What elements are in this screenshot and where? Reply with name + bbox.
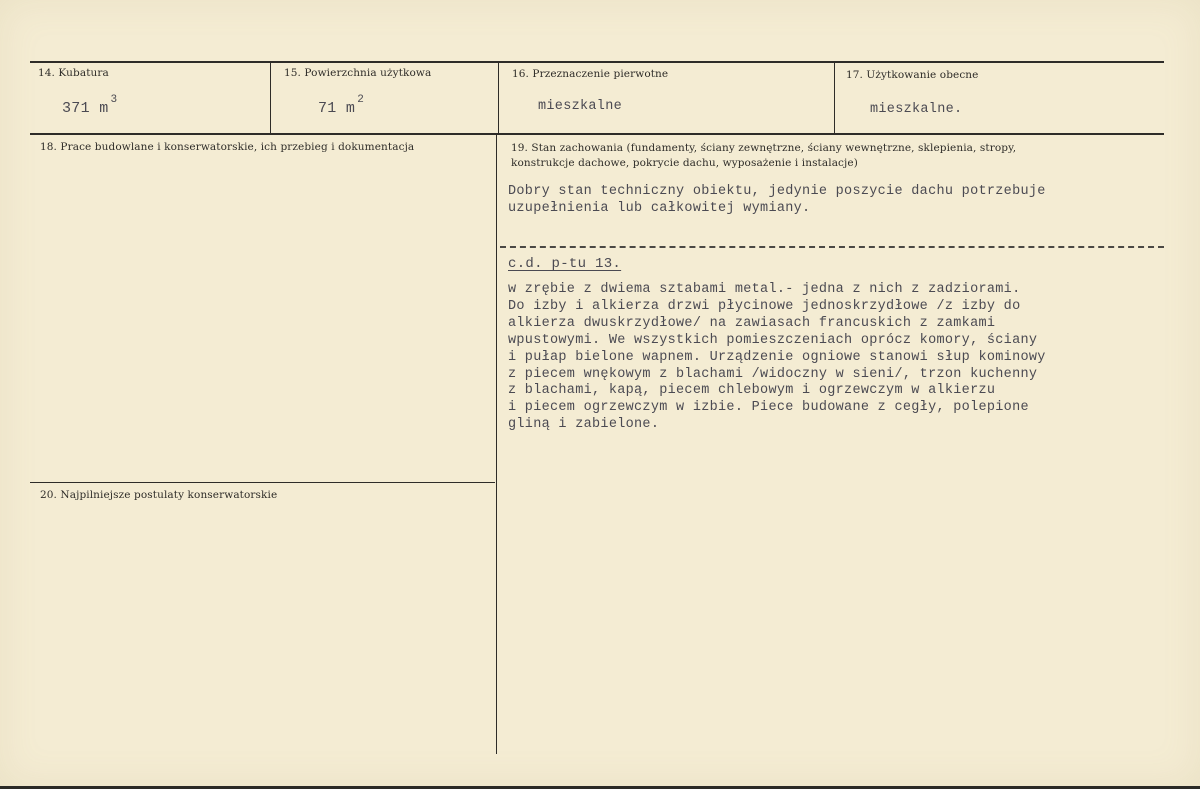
continuation-heading: c.d. p-tu 13. — [508, 256, 622, 272]
top-rule — [30, 61, 1164, 63]
continuation-line: w zrębie z dwiema sztabami metal.- jedna z nich z zadziorami. — [508, 282, 1021, 297]
powierzchnia-number: 71 m — [318, 100, 356, 117]
przeznaczenie-label: 16. Przeznaczenie pierwotne — [512, 68, 669, 80]
continuation-line: gliną i zabielone. — [508, 417, 660, 433]
main-vertical-divider — [496, 134, 497, 754]
col-divider-2 — [498, 62, 499, 134]
col-divider-1 — [270, 62, 271, 134]
stan-label-line-2: konstrukcje dachowe, pokrycie dachu, wyposażenie i instalacje) — [511, 157, 858, 169]
kubatura-exponent: 3 — [110, 94, 118, 106]
powierzchnia-value — [318, 94, 365, 117]
dashed-separator — [500, 246, 1164, 248]
powierzchnia-exponent: 2 — [357, 94, 365, 106]
kubatura-label: 14. Kubatura — [38, 67, 109, 79]
continuation-line: z blachami, kapą, piecem chlebowym i ogrzewczym w alkierzu — [508, 383, 996, 399]
stan-value-line-1: Dobry stan techniczny obiektu, jedynie poszycie dachu potrzebuje — [508, 184, 1046, 199]
uzytkowanie-value: mieszkalne. — [870, 102, 963, 117]
col-divider-3 — [834, 62, 835, 134]
continuation-line: alkierza dwuskrzydłowe/ na zawiasach francuskich z zamkami — [508, 315, 996, 331]
powierzchnia-label: 15. Powierzchnia użytkowa — [284, 67, 432, 79]
stan-label-line-1: 19. Stan zachowania (fundamenty, ściany zewnętrzne, ściany wewnętrzne, sklepienia, stropy, — [511, 142, 1017, 154]
uzytkowanie-label: 17. Użytkowanie obecne — [846, 69, 979, 81]
row-divider — [30, 133, 1164, 135]
continuation-line: i piecem ogrzewczym w izbie. Piece budowane z cegły, polepione — [508, 400, 1029, 416]
continuation-text — [508, 282, 1046, 434]
continuation-line: Do izby i alkierza drzwi płycinowe jednoskrzydłowe /z izby do — [508, 298, 1021, 314]
section-20-rule — [30, 482, 495, 483]
postulaty-label: 20. Najpilniejsze postulaty konserwatorskie — [40, 489, 278, 501]
kubatura-value — [62, 94, 118, 117]
continuation-line: z piecem wnękowym z blachami /widoczny w sieni/, trzon kuchenny — [508, 366, 1038, 382]
kubatura-number: 371 m — [62, 100, 109, 117]
prace-label: 18. Prace budowlane i konserwatorskie, ich przebieg i dokumentacja — [40, 141, 415, 153]
przeznaczenie-value: mieszkalne — [538, 99, 623, 114]
continuation-line: i pułap bielone wapnem. Urządzenie ogniowe stanowi słup kominowy — [508, 349, 1046, 365]
continuation-line: wpustowymi. We wszystkich pomieszczeniach oprócz komory, ściany — [508, 332, 1038, 348]
stan-value-line-2: uzupełnienia lub całkowitej wymiany. — [508, 201, 811, 216]
